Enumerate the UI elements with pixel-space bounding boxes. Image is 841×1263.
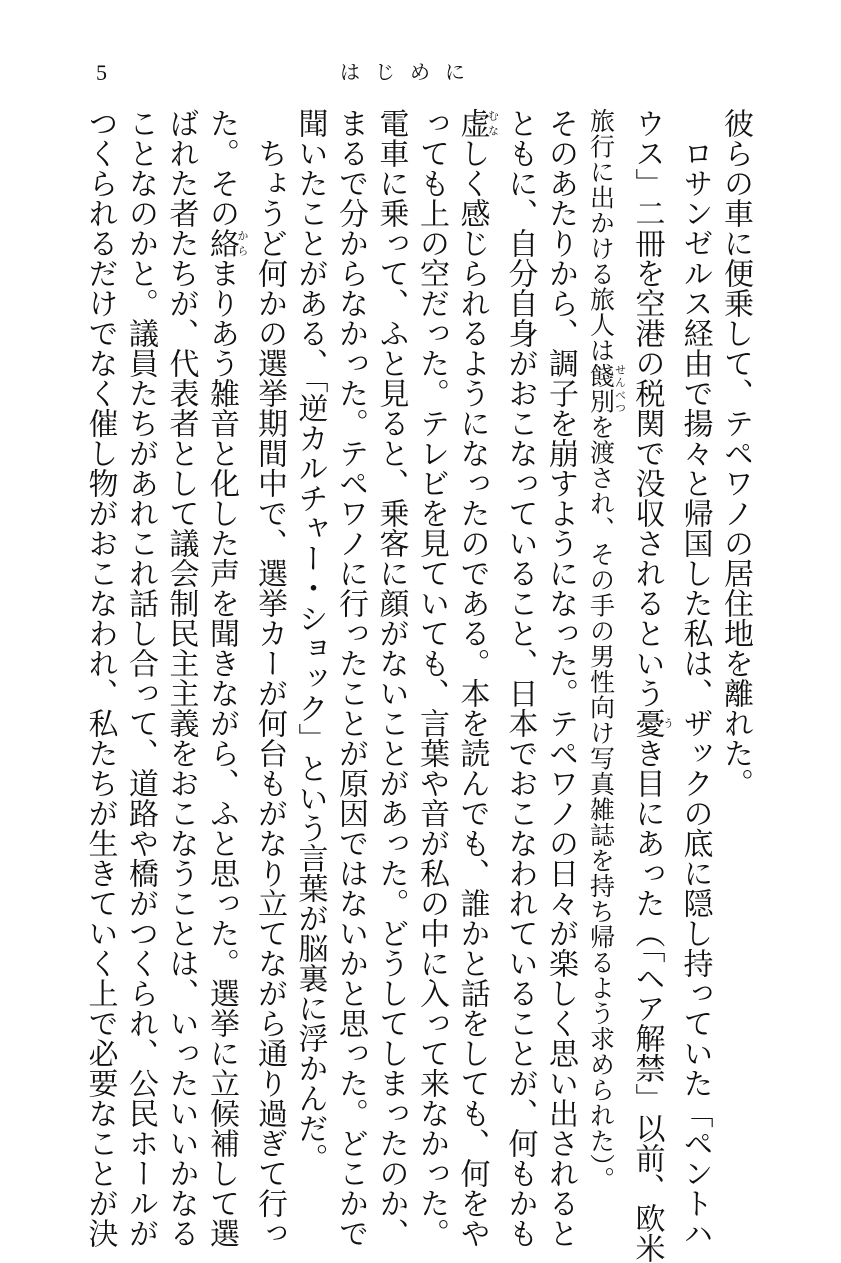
page-number: 5	[96, 60, 107, 85]
text-line: 彼らの車に便乗して、テペワノの居住地を離れた。	[718, 108, 753, 798]
furigana: 餞別せんべつ	[586, 363, 627, 414]
chapter-title: はじめに	[340, 60, 480, 84]
text-line: ウス」二冊を空港の税関で没収されるという憂うき目にあった（「ヘア解禁」以前、欧米	[629, 108, 675, 1263]
vertical-body-text	[79, 108, 755, 1263]
furigana: 虚むな	[454, 108, 500, 138]
text-line: っても上の空だった。テレビを見ていても、言葉や音が私の中に入って来なかった。	[414, 108, 449, 1248]
text-line: 旅行に出かける旅人は餞別せんべつを渡され、その手の男性向け写真雑誌を持ち帰るよう求められた）。	[586, 108, 627, 1192]
text-line: ばれた者たちが、代表者として議会制民主主義をおこなうことは、いったいいかなる	[163, 108, 199, 1248]
text-line: ともに、自分自身がおこなっていること、日本でおこなわれていることが、何もかも	[502, 108, 538, 1248]
text-line: つくられるだけでなく催し物がおこなわれ、私たちが生きていく上で必要なことが決	[82, 108, 118, 1248]
furigana: 絡から	[204, 228, 249, 258]
text-line: 聞いたことがある、「逆カルチャー・ショック」という言葉が脳裏に浮かんだ。	[292, 108, 328, 1173]
text-line: そのあたりから、調子を崩すようになった。テペワノの日々が楽しく思い出されると	[543, 108, 578, 1248]
text-line: ロサンゼルス経由で揚々と帰国した私は、ザックの底に隠し持っていた「ペントハ	[677, 108, 713, 1248]
text-line: まるで分からなかった。テペワノに行ったことが原因ではないかと思った。どこかで	[333, 108, 368, 1248]
text-line: ことなのかと。議員たちがあれこれ話し合って、道路や橋がつくられ、公民ホールが	[123, 108, 158, 1248]
text-line: 電車に乗って、ふと見ると、乗客に顔がないことがあった。どうしてしまったのか、	[373, 108, 409, 1248]
text-line: ちょうど何かの選挙期間中で、選挙カーが何台もがなり立てながら通り過ぎて行っ	[252, 108, 287, 1248]
text-line: た。その絡からまりあう雑音と化した声を聞きながら、ふと思った。選挙に立候補して選	[204, 108, 249, 1248]
furigana: 憂う	[629, 708, 675, 738]
text-line: 虚むなしく感じられるようになったのである。本を読んでも、誰かと話をしても、何をや	[454, 108, 500, 1248]
